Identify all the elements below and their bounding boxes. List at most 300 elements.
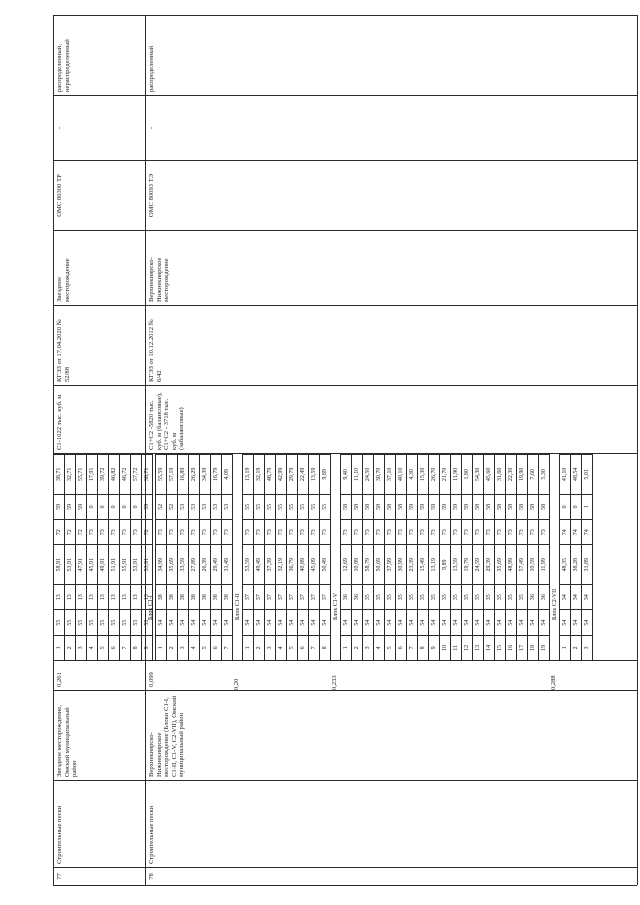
coordinate-value: 4 <box>87 635 98 660</box>
coordinate-value: 54 <box>320 609 331 634</box>
coordinate-value: 55,71 <box>76 454 87 494</box>
coordinate-value: 54 <box>178 609 189 634</box>
coordinate-value: 54 <box>528 609 539 634</box>
coordinate-value: 73 <box>156 519 167 544</box>
coordinate-row <box>440 454 451 660</box>
coordinate-value: 73 <box>462 519 473 544</box>
coordinate-value: 54,30 <box>473 454 484 494</box>
coordinate-value: 55 <box>109 609 120 634</box>
coordinate-value: 54 <box>298 609 309 634</box>
coordinate-value: 9 <box>142 635 153 660</box>
coordinate-value: 0 <box>87 494 98 519</box>
coordinate-value: 59 <box>440 494 451 519</box>
field-name: Верхнекиярско-Нижнекиярское месторождение <box>146 230 638 305</box>
coordinate-value: 15,49 <box>418 544 429 584</box>
coordinate-value: 29,79 <box>287 454 298 494</box>
coordinate-value: 54 <box>211 609 222 634</box>
coordinate-value: 34 <box>582 584 593 609</box>
license: ОМС 80093 ТЭ <box>146 160 638 230</box>
coordinate-value: 13,19 <box>243 454 254 494</box>
coordinate-value: 29,39 <box>484 544 495 584</box>
deposit-area: 0,099 <box>146 660 638 690</box>
coordinate-row <box>276 454 287 660</box>
coordinate-value: 54 <box>200 609 211 634</box>
coordinate-value: 73 <box>265 519 276 544</box>
coordinate-value: 53 <box>200 494 211 519</box>
coordinate-value: 74 <box>560 519 571 544</box>
coordinate-value: 73 <box>98 519 109 544</box>
coordinate-value: 57,49 <box>517 544 528 584</box>
coordinate-row <box>211 454 222 660</box>
coordinate-row <box>98 454 109 660</box>
coordinate-value: 11,10 <box>352 454 363 494</box>
coordinate-value: 17,91 <box>87 454 98 494</box>
coordinate-value: 54 <box>167 609 178 634</box>
coordinate-value: 6 <box>109 635 120 660</box>
coordinate-value: 73 <box>429 519 440 544</box>
coordinate-value: 37 <box>254 584 265 609</box>
coordinate-row <box>87 454 98 660</box>
coordinate-value: 22,49 <box>298 454 309 494</box>
block-area: 0,288 <box>550 675 557 690</box>
coordinate-value: 0 <box>560 494 571 519</box>
coordinate-value: 10 <box>440 635 451 660</box>
coordinate-row <box>76 454 87 660</box>
coordinate-value: 34,39 <box>200 454 211 494</box>
coordinate-value: 35 <box>418 584 429 609</box>
coordinate-value: 1 <box>582 494 593 519</box>
coordinate-value: 35 <box>451 584 462 609</box>
coordinate-value: 72 <box>76 519 87 544</box>
coordinate-value: 55 <box>120 609 131 634</box>
coordinate-value: 35,69 <box>167 544 178 584</box>
coordinate-row <box>506 454 517 660</box>
coordinate-value: 55 <box>298 494 309 519</box>
coordinate-value: 7,60 <box>528 454 539 494</box>
coordinate-value: 54 <box>396 609 407 634</box>
coordinate-value: 54 <box>429 609 440 634</box>
coordinate-value: 2 <box>65 635 76 660</box>
coordinate-value: 13 <box>65 584 76 609</box>
coordinate-value: 54 <box>517 609 528 634</box>
coordinate-row <box>254 454 265 660</box>
coordinate-value: 32,19 <box>276 544 287 584</box>
coordinate-value: 58 <box>517 494 528 519</box>
coordinate-value: 53 <box>178 494 189 519</box>
coordinate-value: 11,90 <box>451 454 462 494</box>
coordinate-value: 73 <box>440 519 451 544</box>
coordinate-value: 58 <box>341 494 352 519</box>
coordinate-row <box>462 454 473 660</box>
coordinate-value: 13 <box>473 635 484 660</box>
coordinate-value: 47,91 <box>76 544 87 584</box>
coordinate-value: 54 <box>571 609 582 634</box>
coordinate-value: 30,70 <box>374 454 385 494</box>
coordinate-value: 31,89 <box>582 544 593 584</box>
coordinate-value: 17 <box>517 635 528 660</box>
coordinate-value: 6 <box>211 635 222 660</box>
coordinate-value: 38 <box>167 584 178 609</box>
deposit-area: 0,261 <box>54 660 146 690</box>
block-title: Блок С1-II <box>233 454 243 660</box>
coordinate-value: 58 <box>506 494 517 519</box>
coordinate-value: 54 <box>440 609 451 634</box>
coordinate-value: 73 <box>254 519 265 544</box>
coordinate-value: 38 <box>178 584 189 609</box>
coordinate-value: 54 <box>309 609 320 634</box>
coordinate-row <box>560 454 571 660</box>
coordinate-value: 48,99 <box>506 544 517 584</box>
coordinate-value: 54 <box>222 609 233 634</box>
coordinate-value: 35,69 <box>495 544 506 584</box>
block-area: 0,20 <box>233 678 240 690</box>
coordinate-value: 58,71 <box>142 454 153 494</box>
coordinate-value: 13 <box>76 584 87 609</box>
coordinate-value: 54 <box>156 609 167 634</box>
coordinate-value: 1 <box>243 635 254 660</box>
coordinate-value: 35 <box>462 584 473 609</box>
coordinate-value: 58 <box>473 494 484 519</box>
coordinate-value: 53,91 <box>142 544 153 584</box>
coordinate-row <box>374 454 385 660</box>
coordinate-value: 55,59 <box>156 454 167 494</box>
coordinates-block <box>54 453 150 660</box>
coordinate-value: 54 <box>352 609 363 634</box>
field-name: Звездное месторождение <box>54 230 146 305</box>
coordinate-value: 54 <box>341 609 352 634</box>
coordinate-value: 55 <box>276 494 287 519</box>
coordinate-value: 59 <box>462 494 473 519</box>
coordinate-value: 55 <box>243 494 254 519</box>
coordinate-value: 73 <box>484 519 495 544</box>
coordinate-value: 6 <box>298 635 309 660</box>
coordinate-value: 4 <box>276 635 287 660</box>
protocol: КГЭЗ от 17.04.2020 № 52/88 <box>54 305 146 385</box>
coordinate-row <box>352 454 363 660</box>
deposit-name: Звездное месторождение, Омский муниципальный район <box>54 690 146 780</box>
coordinate-value: 52 <box>167 494 178 519</box>
coordinate-value: 5 <box>287 635 298 660</box>
coordinate-value: 55 <box>254 494 265 519</box>
coordinate-value: 45,09 <box>309 544 320 584</box>
coordinate-row <box>222 454 233 660</box>
coordinate-value: 72 <box>142 519 153 544</box>
coordinate-value: 12,69 <box>341 544 352 584</box>
coordinate-value: 53,91 <box>131 544 142 584</box>
coordinate-value: 18 <box>528 635 539 660</box>
coordinate-value: 73 <box>167 519 178 544</box>
coordinate-value: 73 <box>320 519 331 544</box>
coordinate-value: 4 <box>189 635 200 660</box>
coordinate-value: 73 <box>418 519 429 544</box>
dash-cell: - <box>54 95 146 160</box>
coordinate-value: 54 <box>582 609 593 634</box>
reserves: С1+С2 -5820 тыс. куб. м (балансовые), С1+С2 - 3718 тыс. куб. м (забалансовые) <box>146 385 638 453</box>
coordinate-value: 15 <box>495 635 506 660</box>
coordinate-value: 16,79 <box>211 454 222 494</box>
coordinate-value: 54 <box>265 609 276 634</box>
coordinate-value: 55 <box>54 609 65 634</box>
coordinate-value: 24,59 <box>473 544 484 584</box>
coordinate-value: 5 <box>200 635 211 660</box>
coordinate-value: 38 <box>189 584 200 609</box>
coordinate-value: 41,10 <box>560 454 571 494</box>
coordinate-value: 19,90 <box>517 454 528 494</box>
coordinate-value: 23,39 <box>407 544 418 584</box>
coordinate-value: 13 <box>120 584 131 609</box>
coordinate-value: 73 <box>120 519 131 544</box>
coordinate-value: 48,54 <box>571 454 582 494</box>
coordinate-value: 54 <box>189 609 200 634</box>
coordinate-value: 54 <box>363 609 374 634</box>
coordinate-value: 36,79 <box>287 544 298 584</box>
row-number: 77 <box>54 867 146 885</box>
coordinate-value: 59 <box>429 494 440 519</box>
coordinate-value: 58 <box>539 494 550 519</box>
coordinate-value: 54 <box>506 609 517 634</box>
coordinate-value: 59 <box>65 494 76 519</box>
coordinate-value: 4 <box>374 635 385 660</box>
coordinate-value: 26,29 <box>189 454 200 494</box>
dash-cell: - <box>146 95 638 160</box>
coordinate-value: 8 <box>131 635 142 660</box>
coordinate-row <box>528 454 539 660</box>
coordinate-value: 13 <box>98 584 109 609</box>
coordinate-value: 73 <box>506 519 517 544</box>
deposit-name: Верхнекиярско-Нижнекиярское месторождение (Блоки С1-I, С1-II, С1-V, С2-VII), Омский муниципальный район <box>146 690 638 780</box>
coordinate-value: 37,10 <box>385 454 396 494</box>
coordinate-value: 58 <box>363 494 374 519</box>
coordinate-value: 73 <box>374 519 385 544</box>
coordinate-value: 9 <box>429 635 440 660</box>
coordinate-value: 38,71 <box>54 454 65 494</box>
coordinate-value: 31,49 <box>222 544 233 584</box>
coordinate-value: 53,91 <box>65 544 76 584</box>
coordinate-value: 3 <box>265 635 276 660</box>
coordinate-value: 36 <box>528 584 539 609</box>
coordinate-value: 39,72 <box>98 454 109 494</box>
coordinate-value: 74 <box>571 519 582 544</box>
coordinate-value: 73 <box>287 519 298 544</box>
coordinate-value: 58 <box>528 494 539 519</box>
coordinate-value: 55 <box>87 609 98 634</box>
coordinate-value: 5 <box>98 635 109 660</box>
coordinate-value: 3 <box>178 635 189 660</box>
coordinate-value: 73 <box>222 519 233 544</box>
coordinate-value: 33,59 <box>178 544 189 584</box>
coordinate-row <box>473 454 484 660</box>
coordinate-row <box>484 454 495 660</box>
coordinate-value: 58 <box>396 494 407 519</box>
coordinate-value: 2 <box>167 635 178 660</box>
coordinate-value: 53 <box>211 494 222 519</box>
coordinate-value: 46,82 <box>109 454 120 494</box>
coordinate-value: 35 <box>385 584 396 609</box>
coordinate-value: 36 <box>341 584 352 609</box>
coordinate-row <box>265 454 276 660</box>
coordinate-value: 10,99 <box>352 544 363 584</box>
coordinate-value: 6 <box>396 635 407 660</box>
coordinate-value: 73 <box>211 519 222 544</box>
coordinate-value: 73 <box>309 519 320 544</box>
coordinate-value: 24,50 <box>363 454 374 494</box>
coordinate-value: 54 <box>418 609 429 634</box>
coordinate-row <box>243 454 254 660</box>
coordinate-value: 58 <box>484 494 495 519</box>
coordinate-value: 54 <box>407 609 418 634</box>
coordinate-row <box>418 454 429 660</box>
coordinate-value: 38 <box>156 584 167 609</box>
coordinate-value: 73 <box>131 519 142 544</box>
coordinate-value: 55 <box>131 609 142 634</box>
coordinate-value: 54 <box>560 609 571 634</box>
coordinate-value: 73 <box>200 519 211 544</box>
coordinate-value: 38 <box>200 584 211 609</box>
coordinate-value: 55 <box>287 494 298 519</box>
coordinate-value: 5,30 <box>539 454 550 494</box>
coordinate-value: 29,49 <box>211 544 222 584</box>
coordinate-row <box>309 454 320 660</box>
coordinate-value: 35 <box>495 584 506 609</box>
coordinate-value: 16,89 <box>178 454 189 494</box>
coordinate-value: 73 <box>451 519 462 544</box>
coordinate-value: 10,59 <box>528 544 539 584</box>
coordinate-value: 59 <box>451 494 462 519</box>
coordinate-value: 54 <box>287 609 298 634</box>
coordinate-value: 73 <box>352 519 363 544</box>
coordinate-value: 73 <box>539 519 550 544</box>
coordinate-value: 13 <box>142 584 153 609</box>
coordinate-value: 13,59 <box>309 454 320 494</box>
coordinate-value: 37 <box>243 584 254 609</box>
coordinate-row <box>495 454 506 660</box>
coordinate-value: 49,49 <box>254 544 265 584</box>
coordinate-value: 13,59 <box>451 544 462 584</box>
coordinate-value: 53 <box>189 494 200 519</box>
coordinate-row <box>54 454 65 660</box>
coordinate-value: 4,30 <box>407 454 418 494</box>
coordinate-value: 3 <box>76 635 87 660</box>
status: распределенный, нераспределенный <box>54 15 146 95</box>
coordinate-row <box>109 454 120 660</box>
coordinate-value: 72 <box>54 519 65 544</box>
license: ОМС 80300 ТР <box>54 160 146 230</box>
coordinate-value: 37 <box>265 584 276 609</box>
coordinate-value: 52 <box>156 494 167 519</box>
coordinate-value: 73 <box>363 519 374 544</box>
coordinate-value: 1 <box>54 635 65 660</box>
coordinate-value: 11,99 <box>539 544 550 584</box>
coordinate-value: 38 <box>222 584 233 609</box>
coordinate-value: 40,89 <box>298 544 309 584</box>
coordinate-value: 54 <box>451 609 462 634</box>
coordinate-row <box>131 454 142 660</box>
coordinate-value: 35 <box>440 584 451 609</box>
coordinate-value: 19 <box>539 635 550 660</box>
coordinate-value: 35 <box>517 584 528 609</box>
rotated-page <box>53 15 637 886</box>
coordinate-row <box>120 454 131 660</box>
coordinate-value: 54 <box>539 609 550 634</box>
protocol: КГЭЗ от 10.12.2012 № 6/42 <box>146 305 638 385</box>
coordinate-value: 0 <box>98 494 109 519</box>
coordinate-value: 53 <box>222 494 233 519</box>
reserves: С1-1022 тыс. куб. м <box>54 385 146 453</box>
coordinate-row <box>571 454 582 660</box>
coordinate-value: 54 <box>374 609 385 634</box>
coordinate-row <box>320 454 331 660</box>
coordinate-value: 51,91 <box>109 544 120 584</box>
coordinate-value: 42,99 <box>276 454 287 494</box>
coordinate-row <box>429 454 440 660</box>
coordinate-value: 13,19 <box>429 544 440 584</box>
coordinate-value: 54 <box>462 609 473 634</box>
coordinate-value: 73 <box>109 519 120 544</box>
resource-type: Строительные пески <box>54 780 146 867</box>
coordinate-value: 0 <box>120 494 131 519</box>
coordinate-value: 38 <box>211 584 222 609</box>
coordinate-value: 36 <box>539 584 550 609</box>
resource-type: Строительные пески <box>146 780 638 867</box>
coordinate-value: 54 <box>276 609 287 634</box>
coordinate-value: 58 <box>385 494 396 519</box>
coordinate-value: 45,91 <box>87 544 98 584</box>
coordinate-row <box>451 454 462 660</box>
coordinate-value: 15,30 <box>418 454 429 494</box>
coordinate-value: 55 <box>76 609 87 634</box>
coordinate-value: 7 <box>309 635 320 660</box>
coordinate-value: 35 <box>363 584 374 609</box>
coordinate-value: 12 <box>462 635 473 660</box>
coordinate-value: 21,70 <box>440 454 451 494</box>
coordinate-value: 7 <box>120 635 131 660</box>
coordinate-value: 73 <box>341 519 352 544</box>
block-title: Блок С1-V <box>331 454 341 660</box>
coordinate-row <box>539 454 550 660</box>
coordinate-value: 55 <box>265 494 276 519</box>
coordinate-value: 14 <box>484 635 495 660</box>
coordinate-value: 37 <box>309 584 320 609</box>
coordinate-value: 0 <box>131 494 142 519</box>
coordinate-value: 74 <box>582 519 593 544</box>
coordinate-value: 73 <box>473 519 484 544</box>
coordinate-value: 50,49 <box>320 544 331 584</box>
coordinate-value: 31,60 <box>495 454 506 494</box>
coordinate-row <box>385 454 396 660</box>
coordinate-value: 1 <box>341 635 352 660</box>
coordinate-value: 73 <box>178 519 189 544</box>
coordinate-value: 32,71 <box>65 454 76 494</box>
registry-table <box>53 15 637 886</box>
coordinate-row <box>298 454 309 660</box>
coordinate-value: 54 <box>473 609 484 634</box>
coordinate-value: 73 <box>495 519 506 544</box>
coordinate-value: 1 <box>560 635 571 660</box>
coordinate-value: 27,89 <box>189 544 200 584</box>
coordinate-value: 37 <box>298 584 309 609</box>
coordinate-value: 59 <box>418 494 429 519</box>
coordinate-row <box>363 454 374 660</box>
coordinate-value: 58 <box>352 494 363 519</box>
coordinate-value: 34,99 <box>156 544 167 584</box>
coordinate-value: 54 <box>495 609 506 634</box>
coordinate-value: 13 <box>109 584 120 609</box>
coordinate-value: 73 <box>396 519 407 544</box>
coordinate-value: 26,39 <box>200 544 211 584</box>
coordinate-value: 34 <box>571 584 582 609</box>
coordinate-value: 7 <box>222 635 233 660</box>
coordinate-value: 73 <box>87 519 98 544</box>
